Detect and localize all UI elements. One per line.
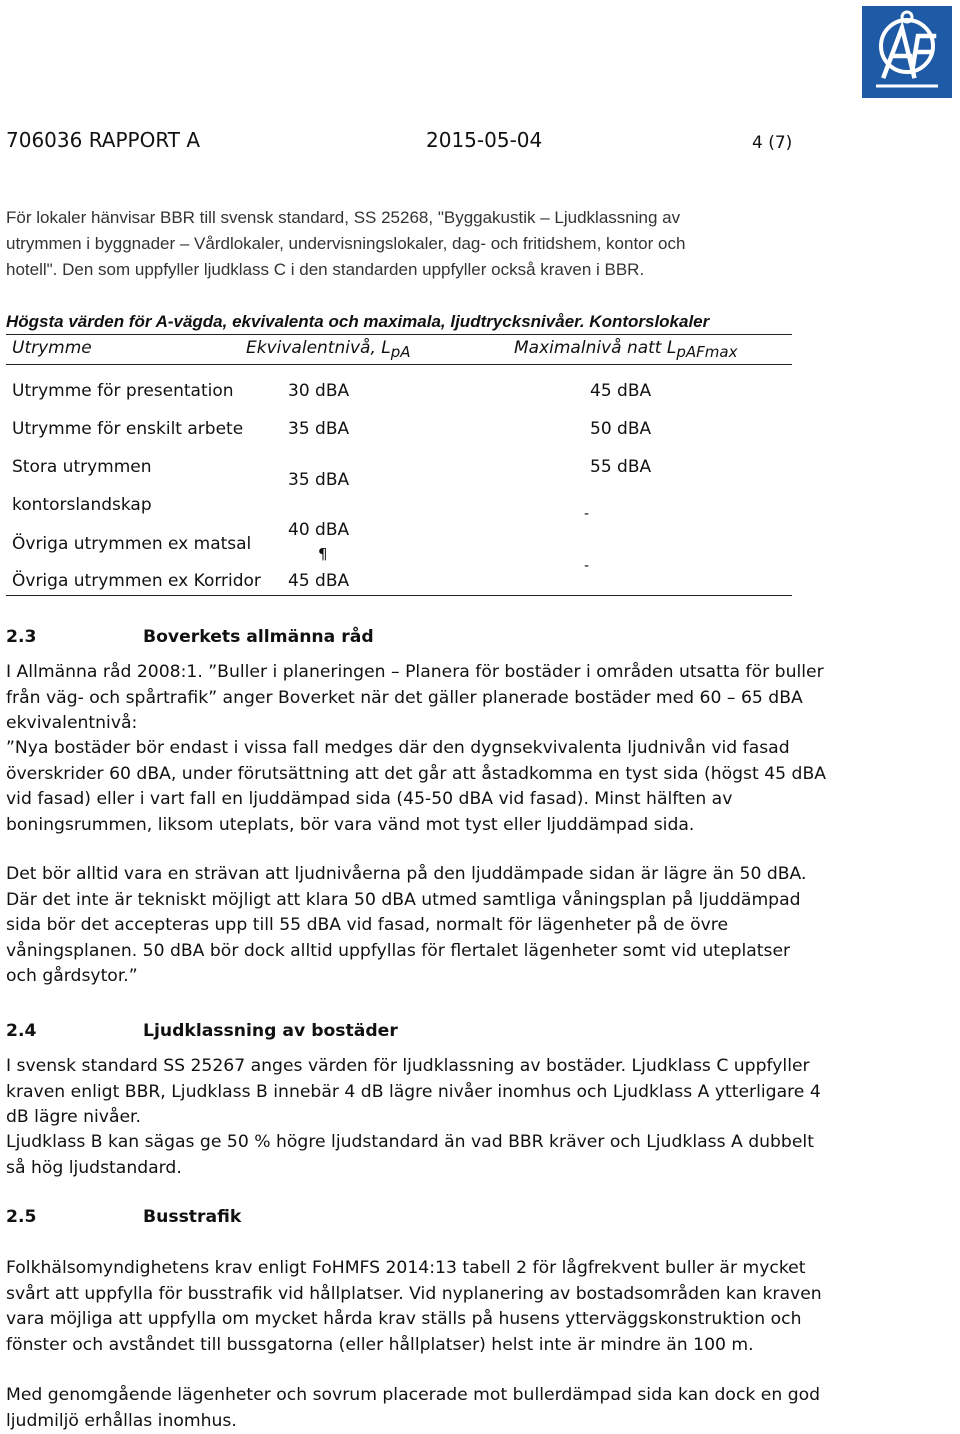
table-row-label: kontorslandskap (12, 495, 152, 515)
section-2-5-title: Busstrafik (143, 1207, 242, 1227)
table-row-max: 55 dBA (590, 457, 652, 477)
table-row-label: Stora utrymmen (12, 457, 152, 477)
table-row-max: - (584, 558, 590, 574)
table-row-label: Utrymme för presentation (12, 381, 234, 401)
table-caption (6, 312, 709, 332)
table-row-max: 45 dBA (590, 381, 652, 401)
report-id: 706036 RAPPORT A (6, 128, 201, 152)
section-2-5-number: 2.5 (6, 1207, 37, 1227)
report-date: 2015-05-04 (426, 128, 543, 152)
table-header-maximal (514, 338, 737, 361)
table-bottom-rule (6, 595, 792, 596)
section-2-4-title: Ljudklassning av bostäder (143, 1021, 398, 1041)
section-2-3-number: 2.3 (6, 627, 37, 647)
section-2-3-title: Boverkets allmänna råd (143, 627, 374, 647)
table-header-maximal-sub: pAFmax (676, 343, 738, 361)
section-2-4-paragraph-1: I svensk standard SS 25267 anges värden för ljudklassning av bostäder. Ljudklass C uppfyller kraven enligt BBR, Ljudklass B innebär 4 dB lägre nivåer inomhus och Ljudklass A ytterligare 4 dB lägre nivåer. (6, 1056, 821, 1128)
table-row-label: Övriga utrymmen ex Korridor (12, 571, 261, 591)
table-row-eq: 35 dBA (288, 470, 350, 490)
section-2-3-paragraph-1: I Allmänna råd 2008:1. ”Buller i planeringen – Planera för bostäder i områden utsatta för buller från väg- och spårtrafik” anger Boverket när det gäller planerade bostäder med 60 – 65 dBA ekvivalentnivå: (6, 662, 824, 734)
section-2-5-paragraph-1: Folkhälsomyndighetens krav enligt FoHMFS 2014:13 tabell 2 för lågfrekvent buller är mycket svårt att uppfylla för busstrafik vid hållplatser. Vid nyplanering av bostadsområden kan kraven vara möjliga att uppfylla om mycket hårda krav ställs på husens ytterväggskonstruktion och fönster och avståndet till bussgatorna (eller hållplatser) helst inte är mindre än 100 m. (6, 1258, 822, 1355)
table-row-eq: 30 dBA (288, 381, 350, 401)
table-row-eq: 40 dBA (288, 520, 350, 540)
table-row-eq: 35 dBA (288, 419, 350, 439)
table-row-eq: 45 dBA (288, 571, 350, 591)
page-number: 4 (7) (752, 133, 793, 153)
table-header-equivalent-sub: pA (390, 343, 411, 361)
section-2-4-number: 2.4 (6, 1021, 37, 1041)
table-row-max: 50 dBA (590, 419, 652, 439)
table-header-equivalent-label: Ekvivalentnivå, L (246, 338, 391, 358)
table-header-room: Utrymme (12, 338, 92, 358)
table-row-label: Utrymme för enskilt arbete (12, 419, 244, 439)
table-caption-suffix: Kontorslokaler (584, 312, 710, 331)
section-2-3-paragraph-2: ”Nya bostäder bör endast i vissa fall medges där den dygnsekvivalenta ljudnivån vid fasad överskrider 60 dBA, under förutsättning att det går att åstadkomma en tyst sida (högst 45 dBA vid fasad) eller i vart fall en ljuddämpad sida (45-50 dBA vid fasad). Minst hälften av boningsrummen, liksom uteplats, bör vara vänd mot tyst eller ljuddämpad sida. (6, 738, 826, 835)
pilcrow-mark: ¶ (318, 545, 328, 563)
table-top-rule (6, 334, 792, 335)
table-header-equivalent (246, 338, 411, 361)
section-2-3-paragraph-3: Det bör alltid vara en strävan att ljudnivåerna på den ljuddämpade sidan är lägre än 50 dBA. Där det inte är tekniskt möjligt att klara 50 dBA utmed samtliga våningsplan på ljuddämpad sida bör det accepteras upp till 55 dBA vid fasad, normalt för lägenheter på de övre våningsplanen. 50 dBA bör dock alltid uppfyllas för flertalet lägenheter somt vid uteplatser och gårdsytor.” (6, 864, 807, 987)
table-caption-text: Högsta värden för A-vägda, ekvivalenta och maximala, ljudtrycksnivåer. (6, 312, 585, 331)
section-2-5-paragraph-2: Med genomgående lägenheter och sovrum placerade mot bullerdämpad sida kan dock en god ljudmiljö erhållas inomhus. (6, 1385, 821, 1431)
intro-line-2: utrymmen i byggnader – Vårdlokaler, undervisningslokaler, dag- och fritidshem, kontor och (6, 234, 686, 253)
table-header-rule (6, 364, 792, 365)
table-row-max: - (584, 506, 590, 522)
intro-line-1: För lokaler hänvisar BBR till svensk standard, SS 25268, "Byggakustik – Ljudklassning av (6, 208, 681, 227)
af-logo (862, 6, 952, 98)
section-2-4-paragraph-2: Ljudklass B kan sägas ge 50 % högre ljudstandard än vad BBR kräver och Ljudklass A dubbelt så hög ljudstandard. (6, 1132, 814, 1178)
table-header-maximal-label: Maximalnivå natt L (514, 338, 677, 358)
intro-line-3: hotell". Den som uppfyller ljudklass C i den standarden uppfyller också kraven i BBR. (6, 260, 645, 279)
table-row-label: Övriga utrymmen ex matsal (12, 534, 252, 554)
